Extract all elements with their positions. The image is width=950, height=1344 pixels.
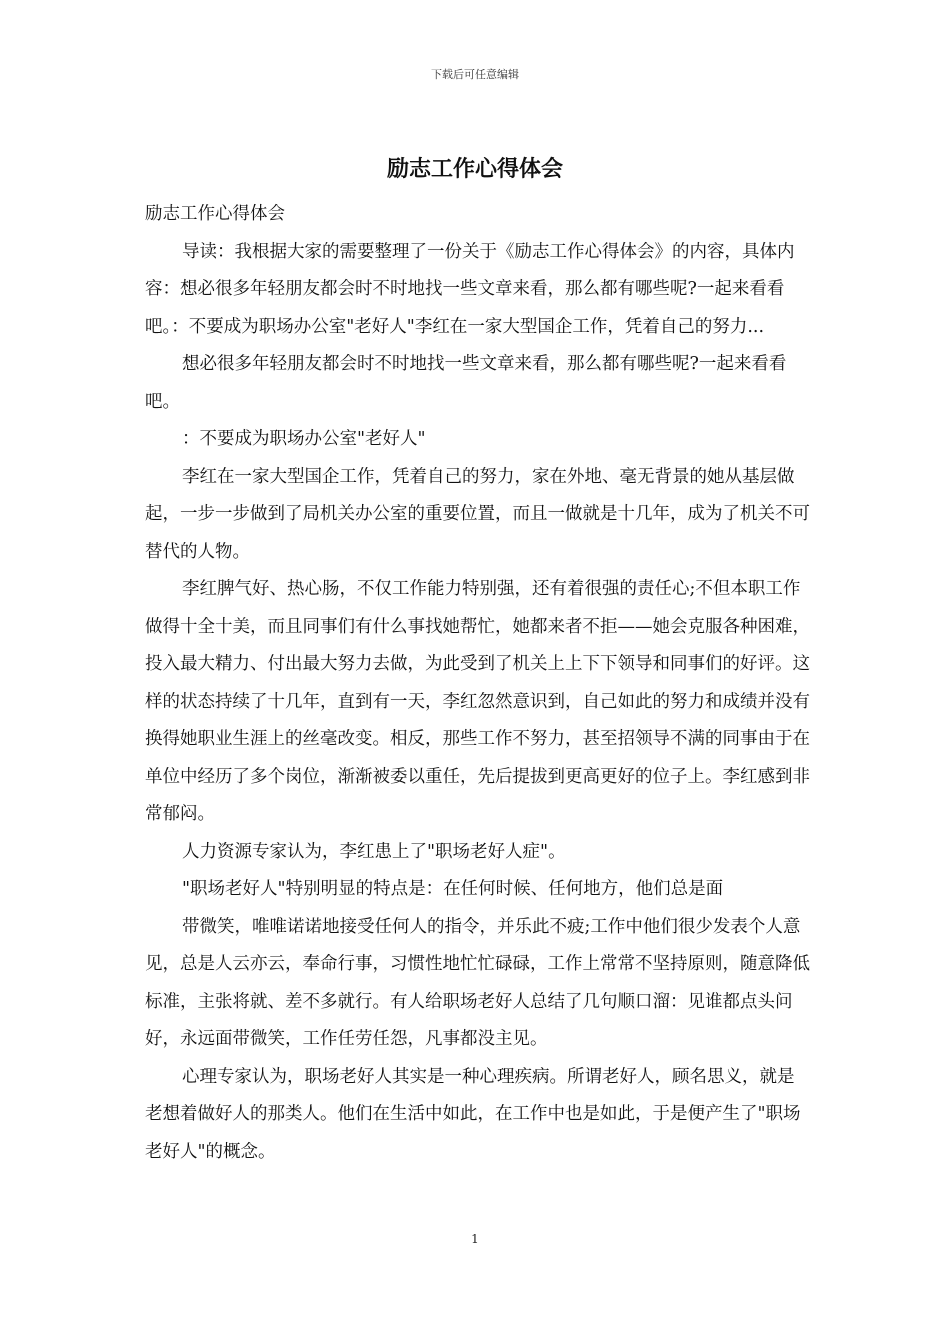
header-note: 下载后可任意编辑 (431, 68, 519, 81)
subtitle-paragraph: 励志工作心得体会 (145, 204, 285, 224)
body-paragraph: 李红在一家大型国企工作，凭着自己的努力，家在外地、毫无背景的她从基层做起，一步一步做到了局机关办公室的重要位置，而且一做就是十几年，成为了机关不可替代的人物。 (145, 466, 810, 562)
body-paragraph: 李红脾气好、热心肠，不仅工作能力特别强，还有着很强的责任心;不但本职工作做得十全十美，而且同事们有什么事找她帮忙，她都来者不拒——她会克服各种困难，投入最大精力、付出最大努力去做，为此受到了机关上上下下领导和同事们的好评。这样的状态持续了十几年，直到有一天，李红忽然意识到，自己如此的努力和成绩并没有换得她职业生涯上的丝毫改变。相反，那些工作不努力，甚至招领导不满的同事由于在单位中经历了多个岗位，渐渐被委以重任，先后提拔到更高更好的位子上。李红感到非常郁闷。 (145, 579, 810, 824)
body-paragraph: ：不要成为职场办公室"老好人" (182, 429, 426, 449)
body-paragraph: 带微笑，唯唯诺诺地接受任何人的指令，并乐此不疲;工作中他们很少发表个人意见，总是人云亦云，奉命行事，习惯性地忙忙碌碌，工作上常常不坚持原则，随意降低标准，主张将就、差不多就行。有人给职场老好人总结了几句顺口溜：见谁都点头问好，永远面带微笑，工作任劳任怨，凡事都没主见。 (145, 916, 810, 1049)
body-paragraph: "职场老好人"特别明显的特点是：在任何时候、任何地方，他们总是面 (182, 879, 724, 899)
body-paragraph: 人力资源专家认为，李红患上了"职场老好人症"。 (182, 841, 566, 862)
document-title: 励志工作心得体会 (386, 157, 563, 182)
body-paragraph: 想必很多年轻朋友都会时不时地找一些文章来看，那么都有哪些呢?一起来看看吧。 (145, 354, 787, 412)
body-paragraph: 导读：我根据大家的需要整理了一份关于《励志工作心得体会》的内容，具体内容：想必很多年轻朋友都会时不时地找一些文章来看，那么都有哪些呢?一起来看看吧。：不要成为职场办公室"老好人"李红在一家大型国企工作，凭着自己的努力... (145, 241, 795, 337)
body-paragraph: 心理专家认为，职场老好人其实是一种心理疾病。所谓老好人，顾名思义，就是老想着做好人的那类人。他们在生活中如此，在工作中也是如此，于是便产生了"职场老好人"的概念。 (145, 1066, 801, 1162)
page-number: 1 (471, 1232, 479, 1246)
document-body (145, 196, 810, 1171)
